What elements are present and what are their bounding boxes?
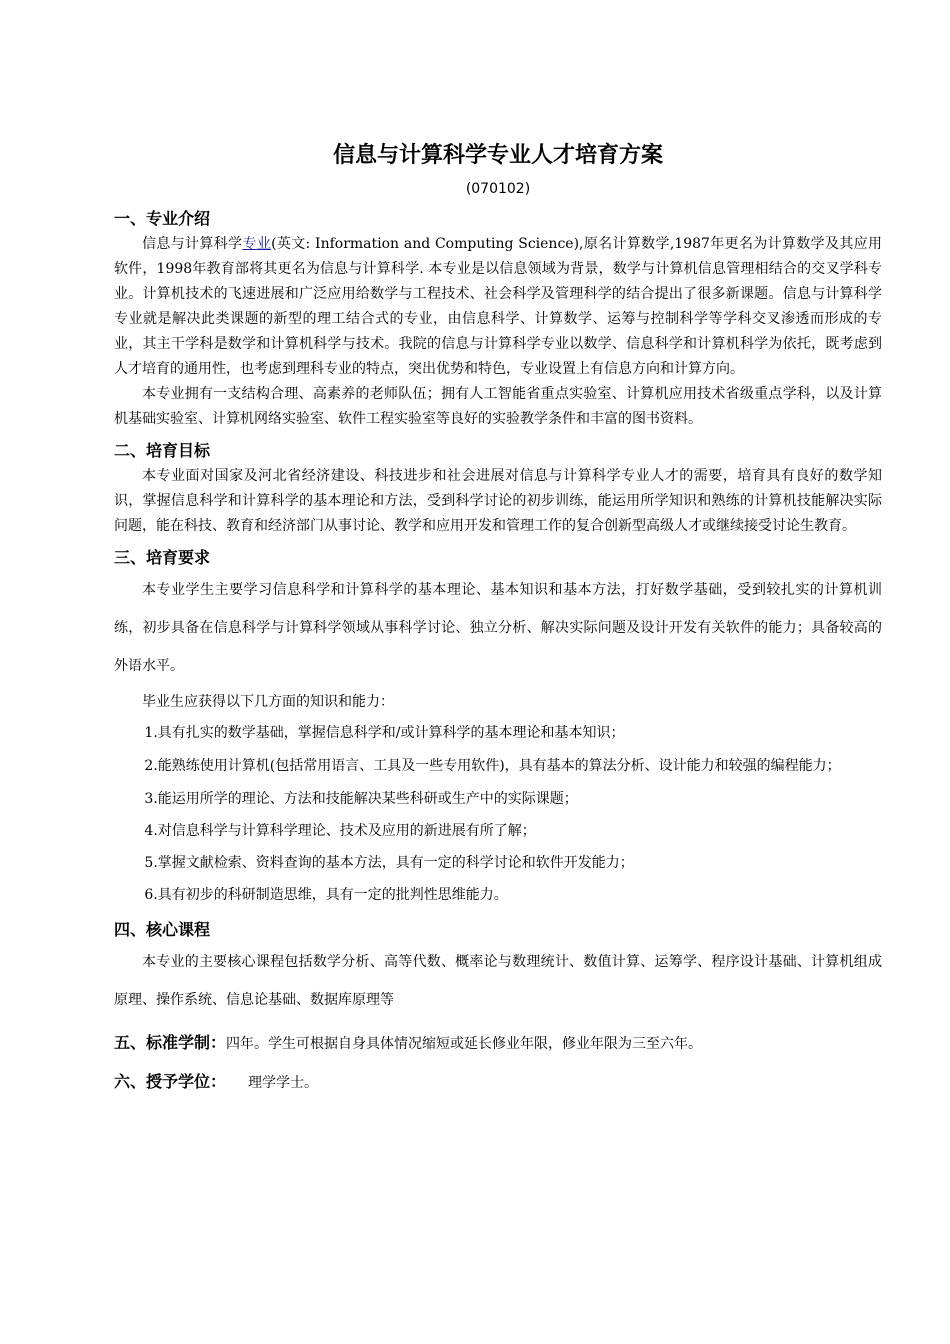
- section-heading-degree: 六、授予学位：: [114, 1072, 227, 1091]
- requirements-list: [114, 717, 882, 911]
- section-heading-duration: 五、标准学制：: [114, 1033, 227, 1052]
- section-heading-goals: 二、培育目标: [114, 441, 211, 460]
- list-item: [114, 749, 882, 783]
- core-courses-paragraph: 本专业的主要核心课程包括数学分析、高等代数、概率论与数理统计、数值计算、运筹学、程序设计基础、计算机组成原理、操作系统、信息论基础、数据库原理等: [114, 954, 882, 1008]
- list-item: 4.对信息科学与计算科学理论、技术及应用的新进展有所了解；: [144, 823, 536, 839]
- section-heading-requirements: 三、培育要求: [114, 548, 211, 567]
- requirements-intro: 毕业生应获得以下几方面的知识和能力：: [142, 694, 394, 710]
- degree-row: [114, 1068, 882, 1097]
- list-item: 3.能运用所学的理论、方法和技能解决某些科研或生产中的实际课题；: [144, 791, 578, 807]
- degree-text: 理学学士。: [248, 1075, 319, 1091]
- intro-paragraph-1: [114, 232, 882, 382]
- major-link[interactable]: 专业: [242, 236, 272, 252]
- intro-text-pre: 信息与计算科学: [142, 236, 243, 252]
- section-heading-intro: 一、专业介绍: [114, 209, 211, 228]
- intro-paragraph-2: 本专业拥有一支结构合理、高素养的老师队伍；拥有人工智能省重点实验室、计算机应用技术省级重点学科，以及计算机基础实验室、计算机网络实验室、软件工程实验室等良好的实验教学条件和丰富的图书资料。: [114, 386, 882, 427]
- goals-paragraph: 本专业面对国家及河北省经济建设、科技进步和社会进展对信息与计算科学专业人才的需要，培育具有良好的数学知识，掌握信息科学和计算科学的基本理论和方法，受到科学讨论的初步训练，能运用所学知识和熟练的计算机技能解决实际问题，能在科技、教育和经济部门从事讨论、教学和应用开发和管理工作的复合创新型高级人才或继续接受讨论生教育。: [114, 468, 882, 534]
- duration-text: 四年。学生可根据自身具体情况缩短或延长修业年限，修业年限为三至六年。: [226, 1036, 703, 1052]
- list-item-text: 2.能熟练使用计算机(包括常用语言、工具及一些专用软件)，具有基本的算法分析、设计能力和较强的编程能力；: [144, 758, 841, 774]
- list-item: 6.具有初步的科研制造思维，具有一定的批判性思维能力。: [144, 887, 508, 903]
- document-title: 信息与计算科学专业人才培育方案: [332, 143, 663, 168]
- requirements-paragraph: 本专业学生主要学习信息科学和计算科学的基本理论、基本知识和基本方法，打好数学基础，受到较扎实的计算机训练，初步具备在信息科学与计算科学领域从事科学讨论、独立分析、解决实际问题及设计开发有关软件的能力；具备较高的外语水平。: [114, 582, 882, 674]
- document-page: [114, 140, 882, 1097]
- program-code: (070102): [465, 181, 531, 197]
- intro-text-post: (英文: Information and Computing Science),原名计算数学,1987年更名为计算数学及其应用软件，1998年教育部将其更名为信息与计算科学. 本专业是以信息领域为背景，数学与计算机信息管理相结合的交叉学科专业。计算机技术的飞速进展和广泛应用给数学与工程技术、社会科学及管理科学的结合提出了很多新课题。信息与计算科学专业就是解决此类课题的新型的理工结合式的专业，由信息科学、计算数学、运筹与控制科学等学科交叉渗透而形成的专业，其主干学科是数学和计算机科学与技术。我院的信息与计算科学专业以数学、信息科学和计算机科学为依托，既考虑到人才培育的通用性，也考虑到理科专业的特点，突出优势和特色，专业设置上有信息方向和计算方向。: [114, 236, 883, 377]
- list-item: 5.掌握文献检索、资料查询的基本方法，具有一定的科学讨论和软件开发能力；: [144, 855, 634, 871]
- list-item: 1.具有扎实的数学基础，掌握信息科学和/或计算科学的基本理论和基本知识；: [144, 725, 625, 741]
- section-heading-core-courses: 四、核心课程: [114, 920, 211, 939]
- duration-row: [114, 1029, 882, 1058]
